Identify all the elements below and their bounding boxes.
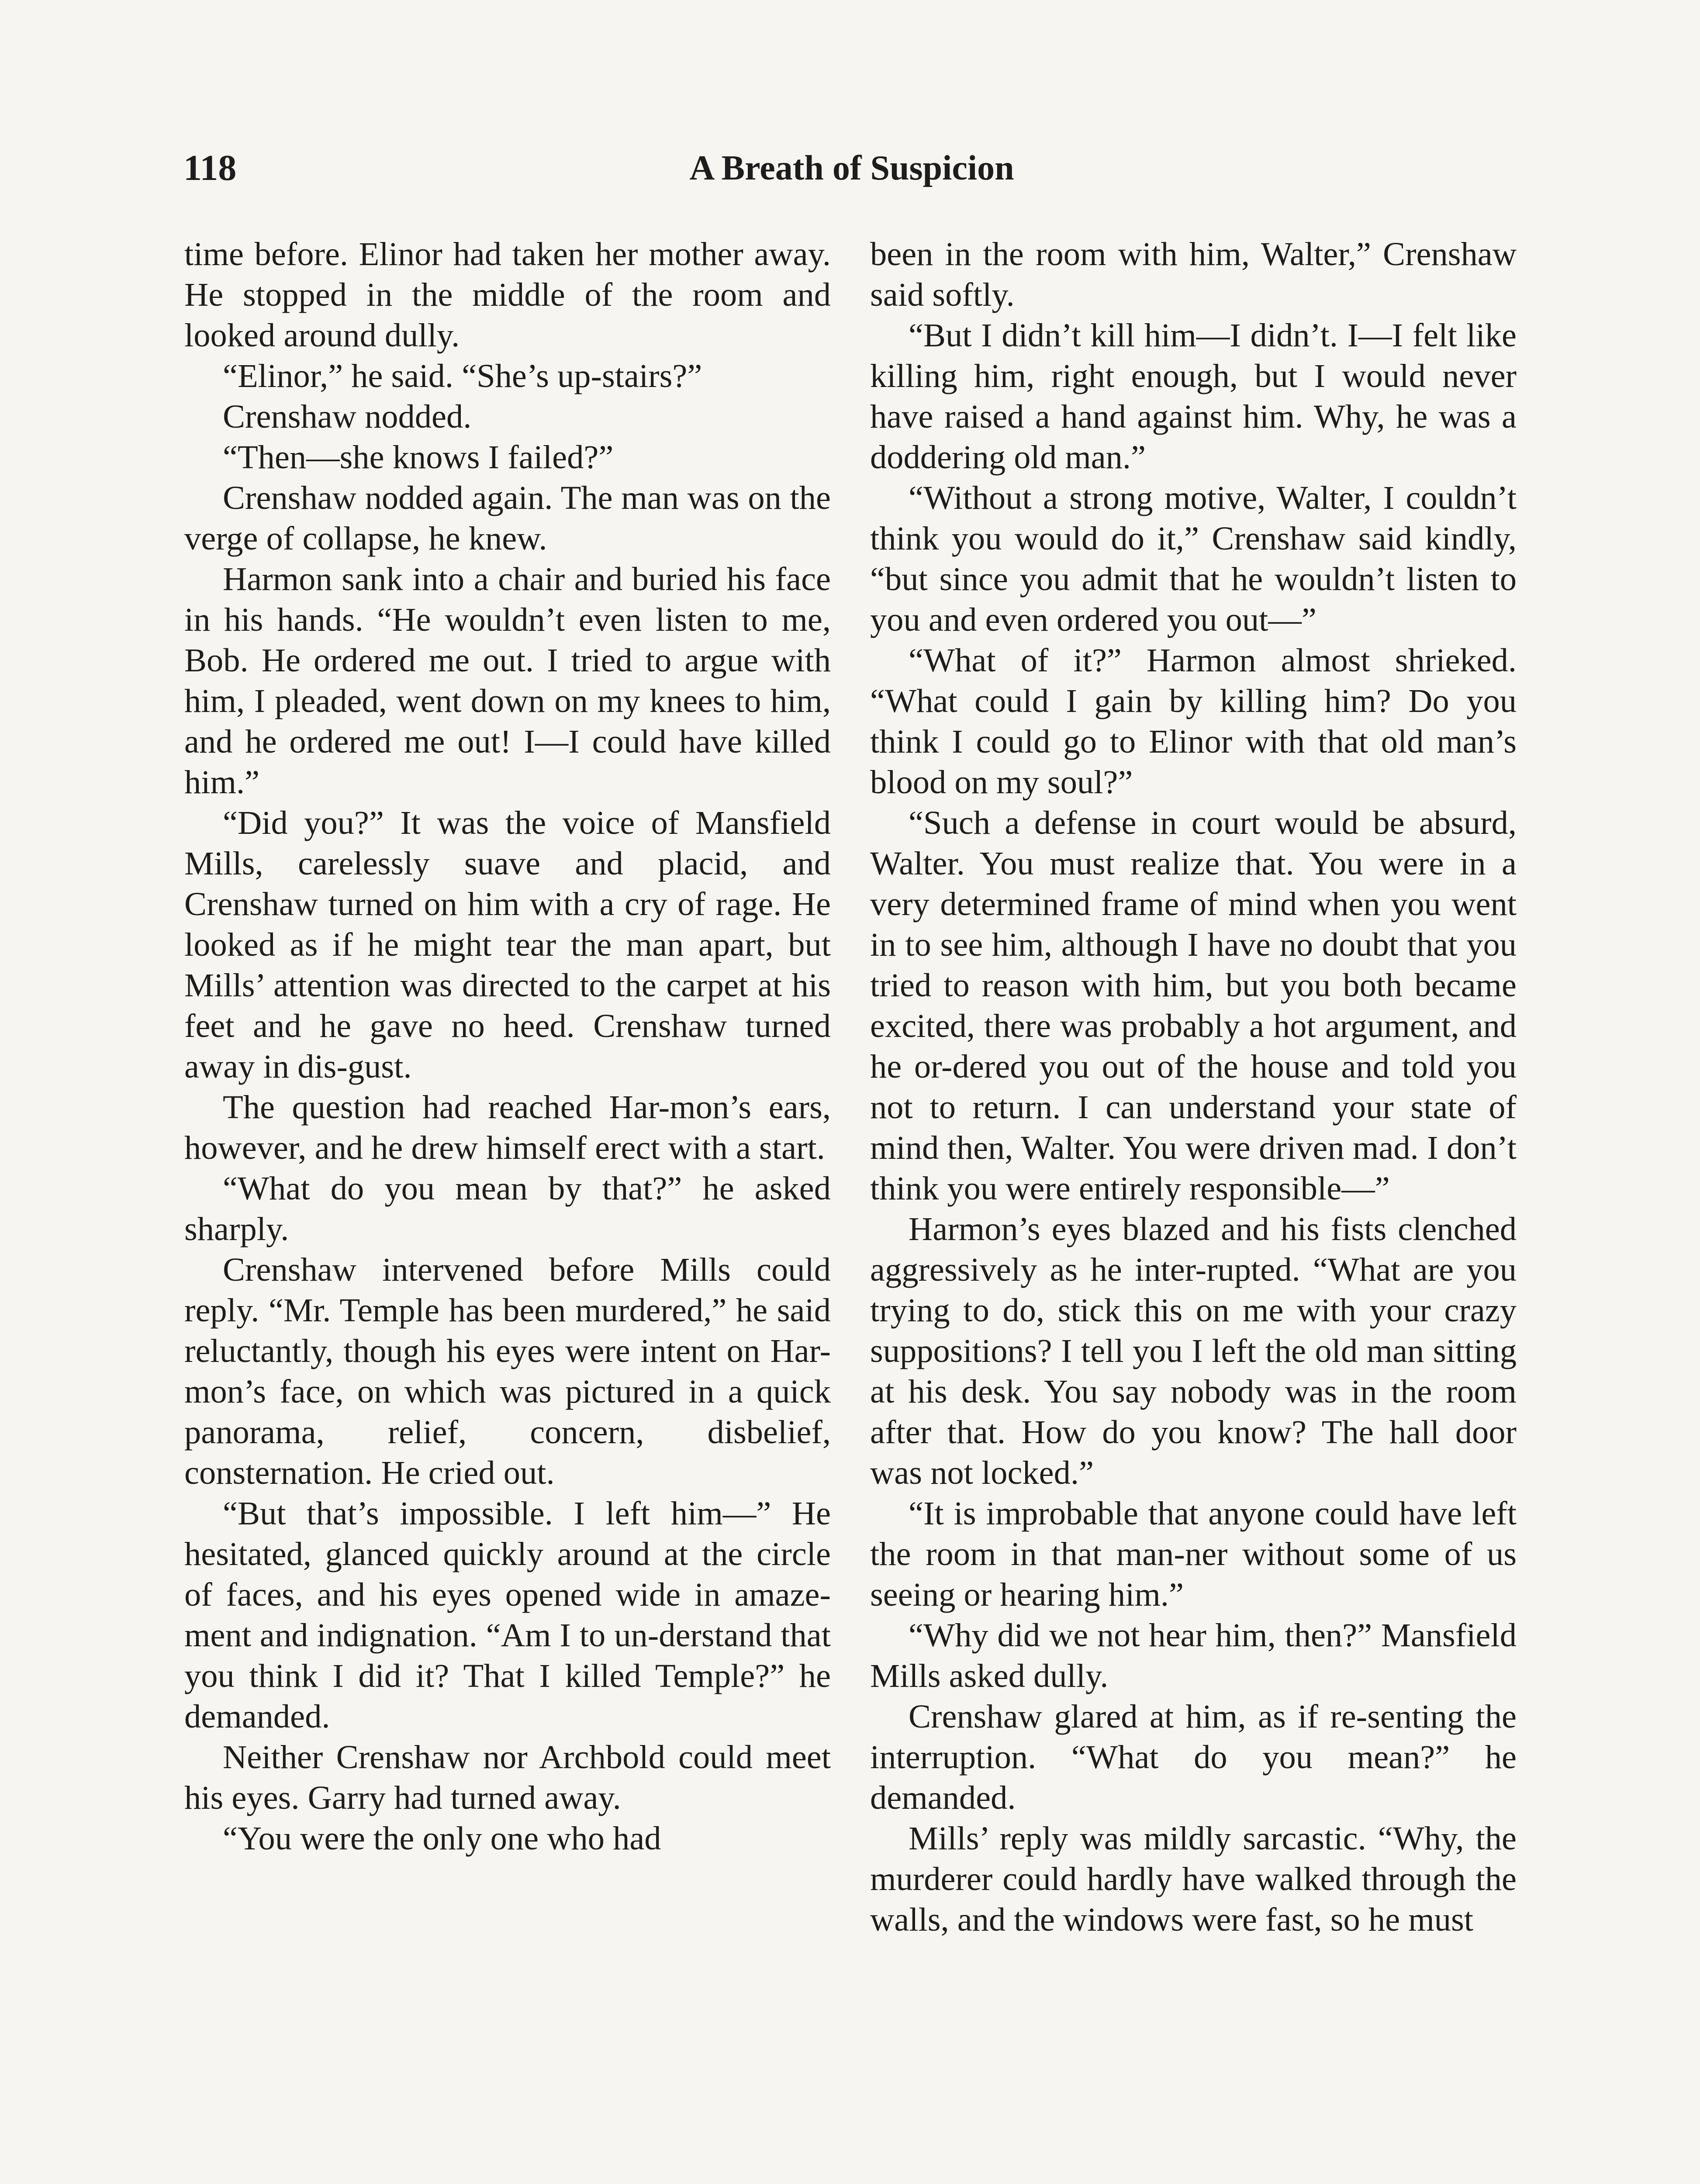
paragraph: “Such a defense in court would be absurd, Walter. You must realize that. You were in a very determined frame of mind when you went in to see him, although I have no doubt that you tried to reason with him, but you both became excited, there was probably a hot argument, and he or-dered you out of the house and told you not to return. I can understand your state of mind then, Walter. You were driven mad. I don’t think you were entirely responsible—” — [870, 804, 1517, 1207]
paragraph: been in the room with him, Walter,” Crenshaw said softly. — [870, 235, 1517, 313]
paragraph: Crenshaw nodded. — [223, 398, 472, 435]
left-column — [184, 234, 831, 2184]
paragraph: “It is improbable that anyone could have left the room in that man-ner without some of us seeing or hearing him.” — [870, 1495, 1517, 1613]
paragraph: Crenshaw intervened before Mills could reply. “Mr. Temple has been murdered,” he said reluctantly, though his eyes were intent on Har-mon’s face, on which was pictured in a quick panorama, relief, concern, disbelief, consternation. He cried out. — [184, 1251, 831, 1491]
paragraph: “Did you?” It was the voice of Mansfield Mills, carelessly suave and placid, and Crenshaw turned on him with a cry of rage. He looked as if he might tear the man apart, but Mills’ attention was directed to the carpet at his feet and he gave no heed. Crenshaw turned away in dis-gust. — [184, 804, 831, 1085]
paragraph: Crenshaw glared at him, as if re-senting the interruption. “What do you mean?” he demanded. — [870, 1698, 1517, 1816]
paragraph: “You were the only one who had — [223, 1820, 661, 1857]
page-number: 118 — [183, 148, 237, 188]
right-column — [870, 234, 1517, 2184]
paragraph: “But that’s impossible. I left him—” He hesitated, glanced quickly around at the circle of faces, and his eyes opened wide in amaze-ment and indignation. “Am I to un-derstand that you think I did it? That I killed Temple?” he demanded. — [184, 1495, 831, 1735]
paragraph: “Elinor,” he said. “She’s up-stairs?” — [223, 357, 702, 394]
paragraph: Crenshaw nodded again. The man was on the verge of collapse, he knew. — [184, 479, 831, 557]
paragraph: time before. Elinor had taken her mother away. He stopped in the middle of the room and looked around dully. — [184, 235, 831, 354]
running-title: A Breath of Suspicion — [689, 149, 1014, 187]
running-head — [0, 144, 1700, 192]
paragraph: Mills’ reply was mildly sarcastic. “Why, the murderer could hardly have walked through the walls, and the windows were fast, so he must — [870, 1820, 1517, 1938]
paragraph: Neither Crenshaw nor Archbold could meet his eyes. Garry had turned away. — [184, 1738, 831, 1816]
paragraph: Harmon sank into a chair and buried his face in his hands. “He wouldn’t even listen to me, Bob. He ordered me out. I tried to argue with him, I pleaded, went down on my knees to him, and he ordered me out! I—I could have killed him.” — [184, 560, 831, 801]
paragraph: Harmon’s eyes blazed and his fists clenched aggressively as he inter-rupted. “What are you trying to do, stick this on me with your crazy suppositions? I tell you I left the old man sitting at his desk. You say nobody was in the room after that. How do you know? The hall door was not locked.” — [870, 1210, 1517, 1491]
paragraph: “What of it?” Harmon almost shrieked. “What could I gain by killing him? Do you think I could go to Elinor with that old man’s blood on my soul?” — [870, 642, 1517, 801]
paragraph: The question had reached Har-mon’s ears, however, and he drew himself erect with a start. — [184, 1089, 831, 1166]
paragraph: “Why did we not hear him, then?” Mansfield Mills asked dully. — [870, 1617, 1517, 1694]
paragraph: “Then—she knows I failed?” — [223, 439, 614, 476]
paragraph: “But I didn’t kill him—I didn’t. I—I felt like killing him, right enough, but I would never have raised a hand against him. Why, he was a doddering old man.” — [870, 317, 1517, 476]
paragraph: “Without a strong motive, Walter, I couldn’t think you would do it,” Crenshaw said kindly, “but since you admit that he wouldn’t listen to you and even ordered you out—” — [870, 479, 1517, 638]
paragraph: “What do you mean by that?” he asked sharply. — [184, 1170, 831, 1248]
